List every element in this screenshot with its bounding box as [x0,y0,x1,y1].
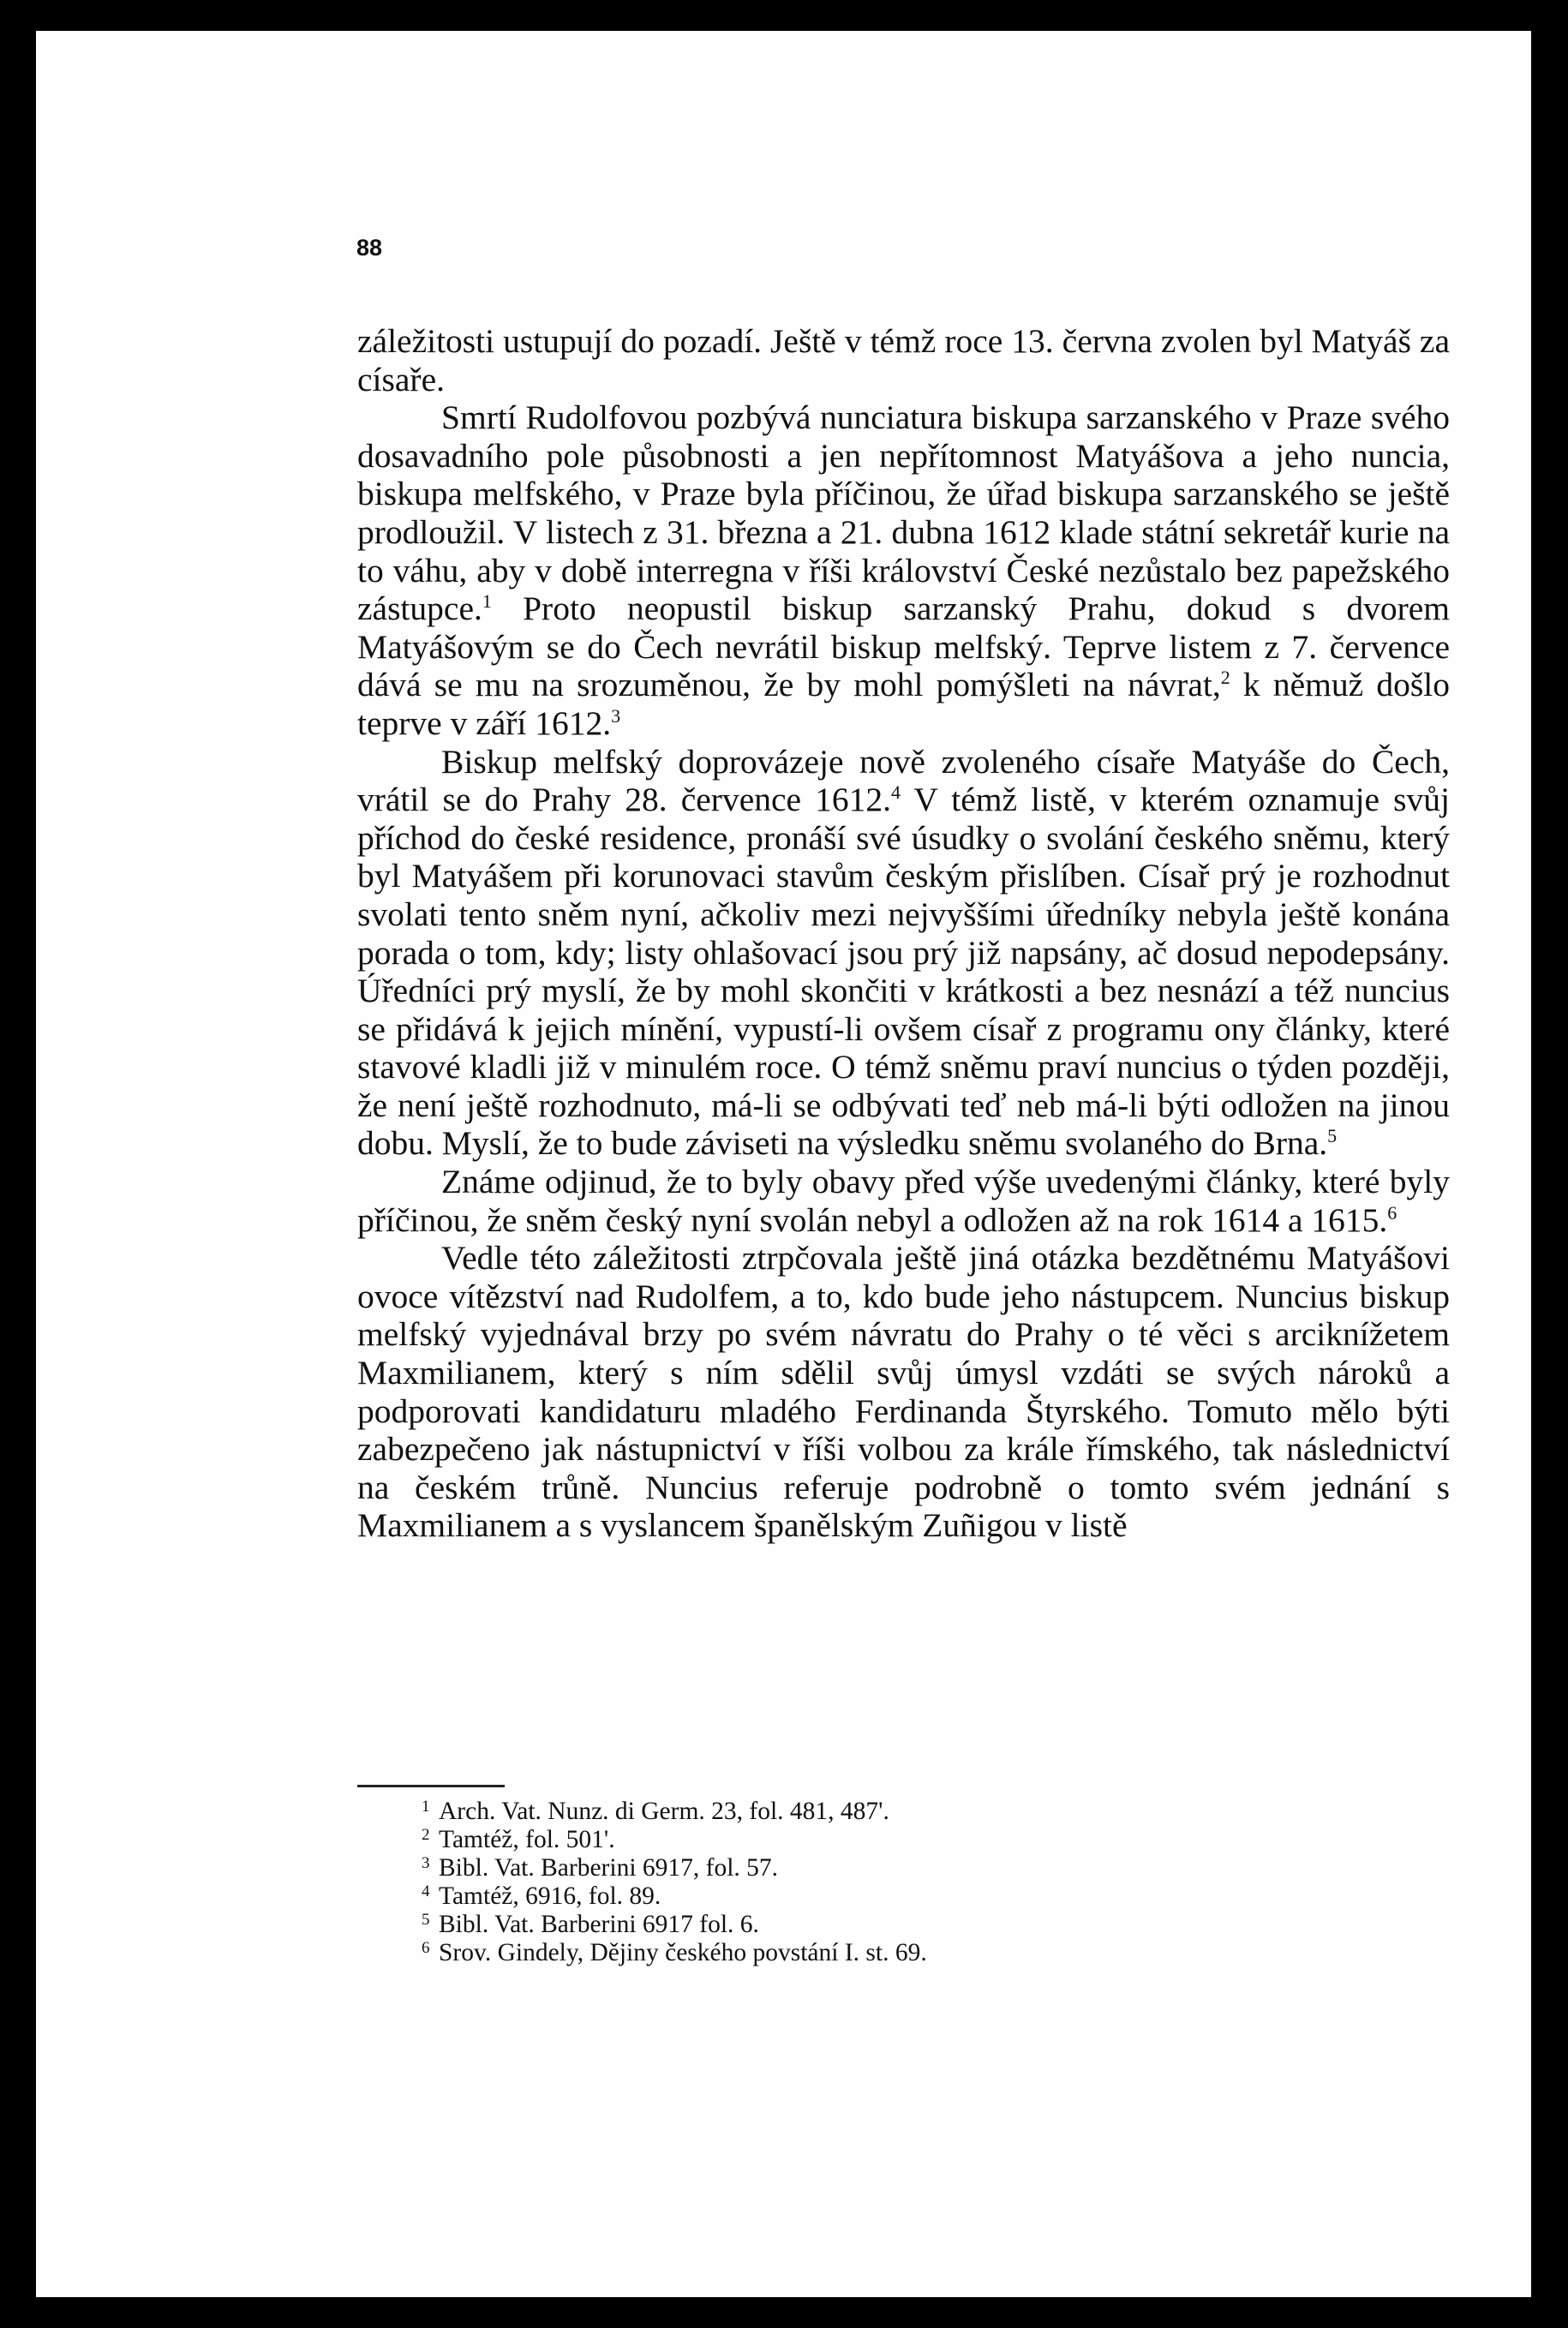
body-text [357,322,1450,1545]
footnote [422,1826,1450,1854]
footnote-reference: 5 [1327,1125,1338,1147]
paragraph-text: Vedle této záležitosti ztrpčovala ještě jiná otázka bezdětnému Matyášovi ovoce vítězství nad Rudolfem, a to, kdo bude jeho nástupcem. Nuncius biskup melfský vyjednával brzy po svém návratu do Prahy o té věci s arciknížetem Maxmilianem, který s ním sdělil svůj úmysl vzdáti se svých nároků a podporovati kandidaturu mladého Ferdinanda Štyrského. Tomuto mělo býti zabezpečeno jak nástupnictví v říši volbou za krále římského, tak následnictví na českém trůně. Nuncius referuje podrobně o tomto svém jednání s Maxmilianem a s vyslancem španělským Zuñigou v listě [357,1239,1450,1545]
paragraph [357,1239,1450,1545]
footnote [422,1939,1450,1967]
paragraph [357,1163,1450,1239]
footnote-mark: 6 [422,1939,430,1957]
footnote-text: Srov. Gindely, Dějiny českého povstání I. st. 69. [439,1939,927,1966]
paragraph-text: záležitosti ustupují do pozadí. Ještě v témž roce 13. června zvolen byl Matyáš za císaře. [357,322,1450,398]
paragraph-text: Biskup melfský doprovázeje nově zvoleného císaře Matyáše do Čech, vrátil se do Prahy 28. července 1612. [357,742,1450,819]
footnote-reference: 4 [891,781,901,803]
footnote-reference: 2 [1220,667,1230,689]
page-number: 88 [356,235,383,260]
footnote-text: Tamtéž, fol. 501'. [439,1826,615,1853]
footnotes [422,1798,1450,1967]
footnote-text: Bibl. Vat. Barberini 6917, fol. 57. [439,1854,779,1882]
paragraph [357,322,1450,398]
footnote-mark: 1 [422,1798,430,1816]
paragraph-text: k němuž došlo teprve v září 1612. [357,666,1450,742]
footnote-text: Arch. Vat. Nunz. di Germ. 23, fol. 481, 487'. [439,1798,889,1825]
footnote [422,1882,1450,1911]
footnote-reference: 3 [611,704,621,727]
footnote-reference: 1 [482,590,492,612]
footnote-reference: 6 [1387,1201,1397,1224]
paragraph [357,398,1450,742]
paragraph-text: Známe odjinud, že to byly obavy před výše uvedenými články, které byly příčinou, že sněm český nyní svolán nebyl a odložen až na rok 1614 a 1615. [357,1163,1450,1239]
footnote-mark: 3 [422,1854,430,1872]
paragraph-text: Smrtí Rudolfovou pozbývá nunciatura biskupa sarzanského v Praze svého dosavadního pole působnosti a jen nepřítomnost Matyášova a jeho nuncia, biskupa melfského, v Praze byla příčinou, že úřad biskupa sarzanského se ještě prodloužil. V listech z 31. března a 21. dubna 1612 klade státní sekretář kurie na to váhu, aby v době interregna v říši království České nezůstalo bez papežského zástupce. [357,398,1450,628]
book-page [36,31,1531,2297]
footnote-mark: 5 [422,1911,430,1929]
footnote-text: Tamtéž, 6916, fol. 89. [439,1882,661,1910]
footnote [422,1798,1450,1826]
paragraph-text: V témž listě, v kterém oznamuje svůj příchod do české residence, pronáší své úsudky o svolání českého sněmu, který byl Matyášem při korunovaci stavům českým přislíben. Císař prý je rozhodnut svolati tento sněm nyní, ačkoliv mezi nejvyššími úředníky nebyla ještě konána porada o tom, kdy; listy ohlašovací jsou prý již napsány, ač dosud nepodepsány. Úředníci prý myslí, že by mohl skončiti v krátkosti a bez nesnází a též nuncius se přidává k jejich mínění, vypustí-li ovšem císař z programu ony články, které stavové kladli již v minulém roce. O témž sněmu praví nuncius o týden později, že není ještě rozhodnuto, má-li se odbývati teď neb má-li býti odložen na jinou dobu. Myslí, že to bude záviseti na výsledku sněmu svolaného do Brna. [357,781,1451,1163]
footnote-divider [357,1785,505,1787]
paragraph-text: Proto neopustil biskup sarzanský Prahu, dokud s dvorem Matyášovým se do Čech nevrátil biskup melfský. Teprve listem z 7. července dává se mu na srozuměnou, že by mohl pomýšleti na návrat, [357,589,1450,704]
footnote-mark: 2 [422,1826,430,1844]
paragraph [357,743,1450,1164]
footnote [422,1854,1450,1882]
footnote-mark: 4 [422,1882,430,1900]
footnote [422,1911,1450,1939]
footnote-text: Bibl. Vat. Barberini 6917 fol. 6. [439,1911,759,1938]
